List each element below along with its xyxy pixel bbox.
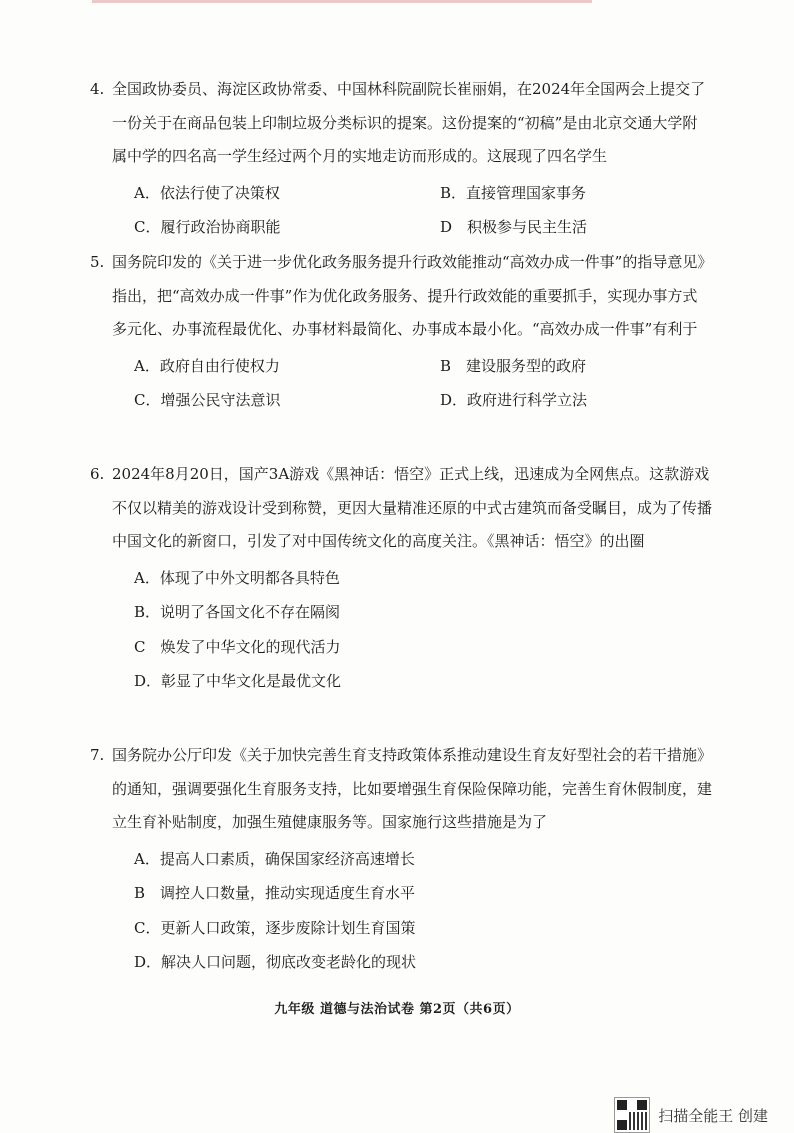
option-d: D 积极参与民主生活 xyxy=(440,217,588,236)
question-4 xyxy=(90,73,712,244)
option-c: C 焕发了中华文化的现代活力 xyxy=(134,637,341,656)
question-number: 6. xyxy=(90,465,105,483)
question-5 xyxy=(90,246,712,417)
option-a: A．依法行使了决策权 xyxy=(134,183,280,202)
question-number: 5. xyxy=(90,253,105,271)
option-d: D．解决人口问题，彻底改变老龄化的现状 xyxy=(134,953,417,971)
scanner-watermark xyxy=(614,1100,768,1130)
scan-edge-mark xyxy=(92,0,592,3)
question-text: 国务院印发的《关于进一步优化政务服务提升行政效能推动“高效办成一件事”的指导意见》指出，把“高效办成一件事”作为优化政务服务、提升行政效能的重要抓手，实现办事方式多元化、办事流程最优化、办事材料最简化、办事成本最小化。“高效办成一件事”有利于 xyxy=(112,253,705,338)
option-b: B 建设服务型的政府 xyxy=(440,356,587,375)
option-a: A．体现了中外文明都各具特色 xyxy=(134,568,340,587)
page-footer: 九年级 道德与法治试卷 第2页（共6页） xyxy=(274,1002,520,1017)
question-stem xyxy=(90,458,713,559)
qr-code-icon xyxy=(614,1097,650,1133)
question-number: 7. xyxy=(90,746,105,764)
option-c: C．增强公民守法意识 xyxy=(134,390,281,409)
watermark-text: 扫描全能王 创建 xyxy=(658,1106,768,1125)
question-text: 全国政协委员、海淀区政协常委、中国林科院副院长崔丽娟，在2024年全国两会上提交了一份关于在商品包装上印制垃圾分类标识的提案。这份提案的“初稿”是由北京交通大学附属中学的四名高一学生经过两个月的实地走访而形成的。这展现了四名学生 xyxy=(112,80,706,165)
option-b: B．说明了各国文化不存在隔阂 xyxy=(134,603,341,621)
option-a: A．提高人口素质，确保国家经济高速增长 xyxy=(134,849,415,868)
option-b: B．直接管理国家事务 xyxy=(440,183,587,202)
option-d: D．政府进行科学立法 xyxy=(440,390,588,409)
question-7 xyxy=(90,739,713,980)
option-group xyxy=(112,349,712,417)
option-c: C．履行政治协商职能 xyxy=(134,217,281,236)
option-b: B 调控人口数量，推动实现适度生育水平 xyxy=(134,884,416,902)
question-number: 4. xyxy=(90,80,105,98)
option-a: A．政府自由行使权力 xyxy=(134,356,280,375)
question-text: 2024年8月20日，国产3A游戏《黑神话：悟空》正式上线，迅速成为全网焦点。这款游戏不仅以精美的游戏设计受到称赞，更因大量精准还原的中式古建筑而备受瞩目，成为了传播中国文化的新窗口，引发了对中国传统文化的高度关注。《黑神话：悟空》的出圈 xyxy=(112,465,713,550)
option-d: D．彰显了中华文化是最优文化 xyxy=(134,672,342,690)
question-text: 国务院办公厅印发《关于加快完善生育支持政策体系推动建设生育友好型社会的若干措施》的通知，强调要强化生育服务支持，比如要增强生育保险保障功能，完善生育休假制度，建立生育补贴制度，加强生殖健康服务等。国家施行这些措施是为了 xyxy=(112,746,713,831)
option-group xyxy=(112,176,712,244)
option-c: C．更新人口政策，逐步废除计划生育国策 xyxy=(134,918,416,937)
question-6 xyxy=(90,458,713,699)
question-stem xyxy=(90,739,713,840)
question-stem xyxy=(90,73,712,174)
option-group xyxy=(112,842,712,980)
option-group xyxy=(112,561,712,699)
question-stem xyxy=(90,246,712,347)
